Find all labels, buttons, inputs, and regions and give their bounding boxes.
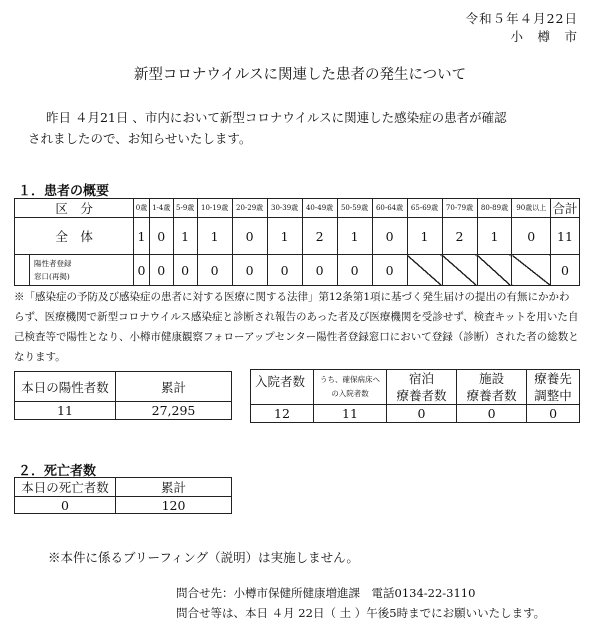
header-adjusting: 療養先 調整中 (527, 370, 580, 405)
intro-text (28, 107, 573, 149)
footnote: ※「感染症の予防及び感染症の患者に対する医療に関する法律」第12条第1項に基づく発生届けの提出の有無にかかわらず、医療機関で新型コロナウイルス感染症と診断され報告のあった者及び医療機関を受診せず、検査キットを用いた自己検査等で陽性となり、小樽市健康観察フォローアップセンター陽性者登録窓口において登録（診断）された者の総数となります。 (14, 291, 579, 363)
section2-heading: ２．死亡者数 (18, 464, 97, 479)
table-cell: 1 (407, 218, 442, 255)
value-lodging: 0 (387, 405, 457, 423)
date: 令和５年４月22日 (465, 11, 578, 26)
age-header: 50-59歳 (337, 199, 372, 218)
header-today-deaths: 本日の死亡者数 (15, 478, 116, 497)
page-title: 新型コロナウイルスに関連した患者の発生について (133, 67, 467, 83)
table-cell: 1 (477, 218, 512, 255)
header-today-positives: 本日の陽性者数 (15, 372, 116, 402)
table-header-row (15, 199, 580, 218)
table-cell: 0 (267, 255, 302, 286)
table-cell: 0 (149, 255, 173, 286)
age-header: 80-89歳 (477, 199, 512, 218)
header-cumulative: 累計 (116, 372, 232, 402)
age-header: 10-19歳 (197, 199, 232, 218)
table-cell: 0 (512, 218, 551, 255)
age-header: 90歳以上 (512, 199, 551, 218)
table-cell: 0 (173, 255, 197, 286)
table-cell: 1 (337, 218, 372, 255)
briefing-note: ※本件に係るブリーフィング（説明）は実施しません。 (48, 550, 359, 565)
section1-heading: １．患者の概要 (18, 184, 110, 199)
value-cumulative: 27,295 (116, 402, 232, 420)
age-header: 5-9歳 (173, 199, 197, 218)
header-facility: 施設 療養者数 (457, 370, 527, 405)
indent-cell (15, 255, 30, 286)
age-header: 65-69歳 (407, 199, 442, 218)
deaths-table (14, 477, 232, 514)
date-block (466, 10, 578, 46)
row-label-all: 全 体 (15, 218, 134, 255)
row-label-registry: 陽性者登録 窓口(再掲) (30, 255, 134, 286)
value-secured-beds: 11 (314, 405, 387, 423)
age-header: 40-49歳 (302, 199, 337, 218)
intro-line-2: されましたので、お知らせいたします。 (28, 131, 252, 146)
value-adjusting: 0 (527, 405, 580, 423)
hours-line: 問合せ等は、本日 ４月 22日（ 土 ）午後5時までにお願いいたします。 (176, 606, 546, 620)
table-cell: 0 (197, 255, 232, 286)
table-row-all (15, 218, 580, 255)
table-cell: 0 (302, 255, 337, 286)
contact-block (176, 583, 545, 623)
diagonal-cell (407, 255, 442, 286)
intro-line-1: 昨日 ４月21日 、市内において新型コロナウイルスに関連した感染症の患者が確認 (46, 110, 507, 125)
table-cell: 0 (337, 255, 372, 286)
table-cell: 0 (134, 255, 149, 286)
patient-summary-table (14, 198, 580, 286)
age-header: 60-64歳 (372, 199, 407, 218)
age-header: 1-4歳 (149, 199, 173, 218)
value-facility: 0 (457, 405, 527, 423)
table-cell: 0 (232, 218, 267, 255)
value-hospitalized: 12 (251, 405, 314, 423)
table-cell: 0 (372, 255, 407, 286)
table-cell: 0 (149, 218, 173, 255)
table-row-registry (15, 255, 580, 286)
table-cell: 2 (442, 218, 477, 255)
age-header: 20-29歳 (232, 199, 267, 218)
diagonal-cell (477, 255, 512, 286)
diagonal-cell (442, 255, 477, 286)
table-cell: 0 (232, 255, 267, 286)
value-today-positives: 11 (15, 402, 116, 420)
age-header: 30-39歳 (267, 199, 302, 218)
header-secured-beds: うち、確保病床へ の入院者数 (314, 370, 387, 405)
age-header: 0歳 (134, 199, 149, 218)
hospitalization-table (250, 369, 580, 423)
table-cell: 1 (197, 218, 232, 255)
value-deaths-cumulative: 120 (116, 497, 232, 514)
table-cell: 1 (134, 218, 149, 255)
diagonal-cell (512, 255, 551, 286)
table-cell: 2 (302, 218, 337, 255)
total-cell: 0 (551, 255, 580, 286)
header-hospitalized: 入院者数 (251, 370, 314, 405)
table-cell: 1 (173, 218, 197, 255)
positives-table (14, 371, 232, 420)
table-cell: 0 (372, 218, 407, 255)
contact-line: 問合せ先：小樽市保健所健康増進課 電話0134-22-3110 (176, 586, 476, 600)
age-header: 70-79歳 (442, 199, 477, 218)
header-deaths-cumulative: 累計 (116, 478, 232, 497)
value-today-deaths: 0 (15, 497, 116, 514)
header-lodging: 宿泊 療養者数 (387, 370, 457, 405)
col-label: 区 分 (15, 199, 134, 218)
total-header: 合計 (551, 199, 580, 218)
table-cell: 1 (267, 218, 302, 255)
organization: 小 樽 市 (510, 29, 578, 44)
total-cell: 11 (551, 218, 580, 255)
